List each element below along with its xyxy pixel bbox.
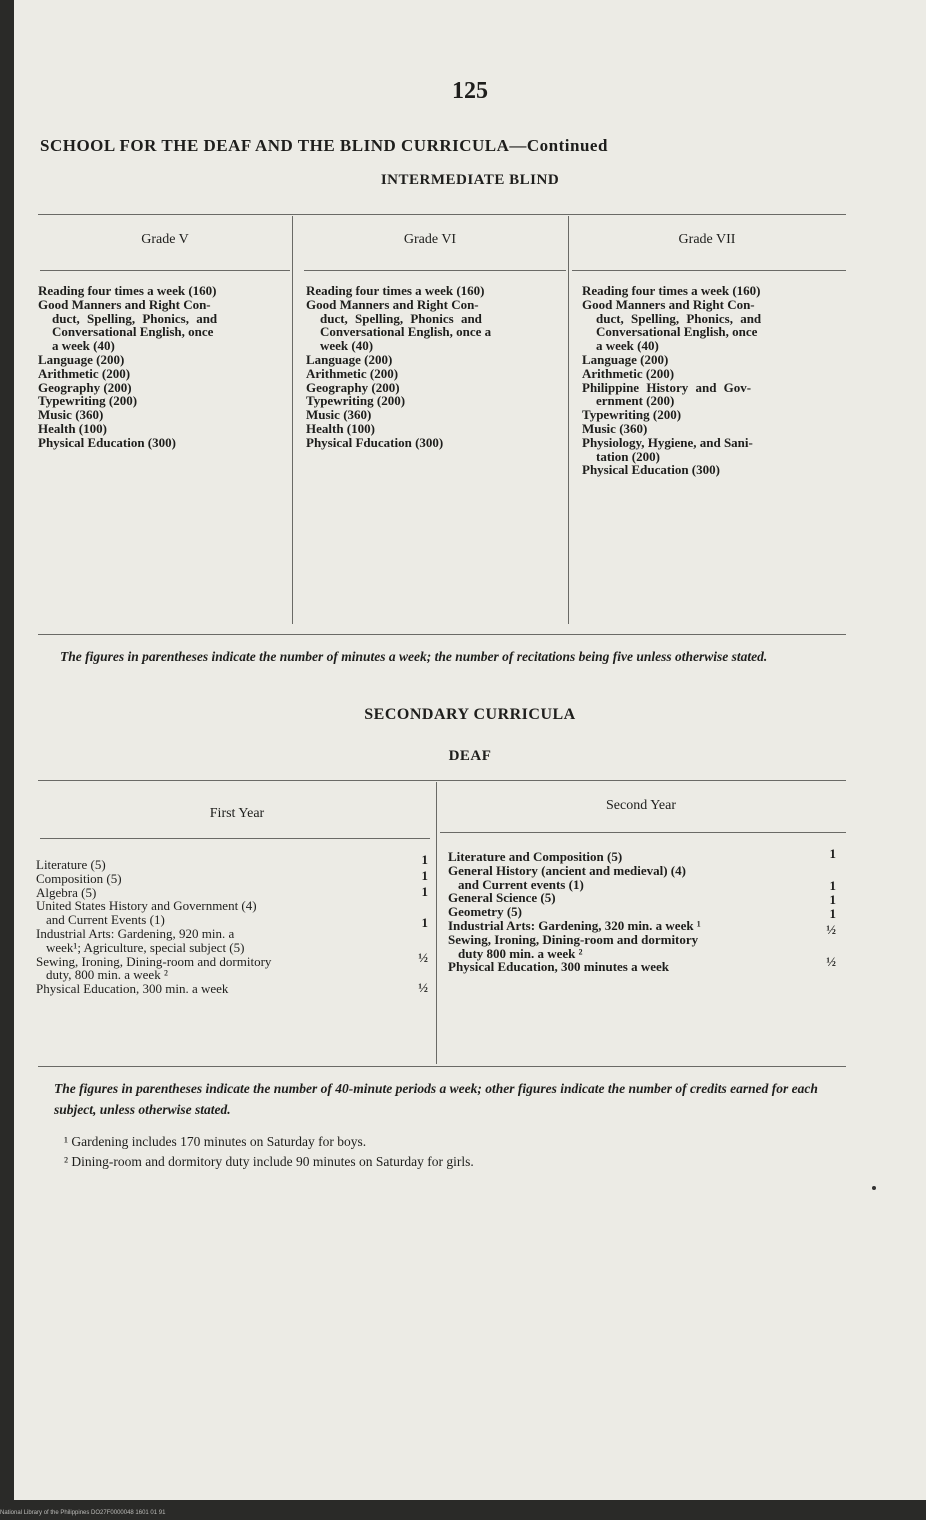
column-divider	[436, 782, 437, 1064]
secondary-note: The figures in parentheses indicate the number of 40-minute periods a week; other figures indicate the number of credits earned for each subject, unless otherwise stated.	[54, 1081, 818, 1117]
first-year-header: First Year	[209, 806, 265, 821]
list-item: Music (360)	[306, 407, 372, 423]
list-item: Geography (200)	[306, 379, 400, 395]
list-item: Literature (5)	[36, 857, 106, 872]
list-item: Music (360)	[582, 420, 648, 436]
grade-v-subjects	[38, 284, 217, 450]
list-item: Typewriting (200)	[38, 393, 138, 409]
list-item: Language (200)	[38, 351, 125, 367]
grade-vii-subjects	[582, 284, 761, 477]
list-item: General History (ancient and medieval) (4)	[448, 862, 686, 878]
column-divider	[568, 216, 569, 624]
footnote: ¹ Gardening includes 170 minutes on Saturday for boys.	[64, 1134, 367, 1149]
list-item: United States History and Government (4)	[36, 898, 257, 914]
list-item: Literature and Composition (5)	[448, 849, 623, 864]
list-item: a week (40)	[596, 338, 659, 354]
credit-value: ½	[826, 954, 836, 969]
table-top-rule	[38, 780, 846, 781]
list-item: Good Manners and Right Con-	[38, 296, 211, 312]
list-item: Geometry (5)	[448, 904, 522, 920]
list-item: ernment (200)	[596, 393, 675, 409]
list-item: Physical Education (300)	[582, 462, 720, 478]
list-item: Arithmetic (200)	[306, 365, 399, 381]
secondary-heading: SECONDARY CURRICULA	[364, 706, 576, 723]
list-item: Arithmetic (200)	[582, 365, 675, 381]
list-item: tation (200)	[596, 448, 660, 464]
first-year-subjects	[36, 858, 271, 996]
second-year-subjects	[448, 850, 701, 974]
grade-vii-header: Grade VII	[678, 232, 736, 247]
list-item: Physiology, Hygiene, and Sani-	[582, 434, 753, 450]
credit-value: 1	[829, 878, 836, 893]
header-rule	[40, 838, 430, 839]
list-item: Health (100)	[38, 420, 107, 436]
list-item: and Current events (1)	[458, 876, 584, 892]
list-item: a week (40)	[52, 338, 115, 354]
credit-value: 1	[829, 846, 836, 861]
credit-value: 1	[421, 868, 428, 883]
credit-value: ½	[826, 922, 836, 937]
table-bottom-rule	[38, 634, 846, 635]
list-item: Music (360)	[38, 407, 104, 423]
header-rule	[440, 832, 846, 833]
list-item: General Science (5)	[448, 890, 556, 906]
list-item: Physical Education, 300 min. a week	[36, 981, 229, 997]
credit-value: 1	[829, 906, 836, 921]
deaf-heading: DEAF	[448, 748, 492, 764]
list-item: Conversational English, once a	[320, 324, 492, 340]
credit-value: 1	[421, 915, 428, 930]
list-item: duct, Spelling, Phonics and	[320, 310, 482, 326]
list-item: Physical Education, 300 minutes a week	[448, 959, 670, 975]
list-item: Geography (200)	[38, 379, 132, 395]
credit-value: ½	[418, 980, 428, 995]
credit-value: ½	[418, 950, 428, 965]
list-item: Conversational English, once	[596, 324, 758, 340]
list-item: Language (200)	[306, 351, 393, 367]
list-item: duty 800 min. a week ²	[458, 945, 583, 961]
list-item: Physical Fducation (300)	[306, 434, 444, 450]
list-item: week¹; Agriculture, special subject (5)	[46, 939, 245, 955]
list-item: Conversational English, once	[52, 324, 214, 340]
list-item: week (40)	[320, 338, 374, 354]
list-item: Good Manners and Right Con-	[582, 296, 755, 312]
list-item: Industrial Arts: Gardening, 320 min. a week ¹	[448, 917, 701, 933]
credit-value: 1	[829, 892, 836, 907]
list-item: Reading four times a week (160)	[582, 283, 761, 298]
second-year-header: Second Year	[606, 798, 676, 813]
header-rule	[572, 270, 846, 271]
list-item: Algebra (5)	[36, 884, 97, 900]
list-item: duty, 800 min. a week ²	[46, 967, 168, 983]
list-item: Physical Education (300)	[38, 434, 176, 450]
list-item: Health (100)	[306, 420, 375, 436]
list-item: duct, Spelling, Phonics, and	[596, 310, 762, 326]
list-item: Typewriting (200)	[582, 407, 682, 423]
grade-vi-header: Grade VI	[403, 232, 457, 247]
intermediate-note: The figures in parentheses indicate the number of minutes a week; the number of recitations being five unless otherwise stated.	[60, 649, 768, 664]
header-rule	[40, 270, 290, 271]
list-item: and Current Events (1)	[46, 912, 165, 928]
footnote: ² Dining-room and dormitory duty include 90 minutes on Saturday for girls.	[64, 1154, 474, 1169]
list-item: Language (200)	[582, 351, 669, 367]
list-item: Philippine History and Gov-	[582, 379, 752, 395]
grade-vi-subjects	[306, 284, 491, 450]
credit-value: 1	[421, 884, 428, 899]
table-top-rule	[38, 214, 846, 215]
document-page	[14, 0, 926, 1500]
page-title: SCHOOL FOR THE DEAF AND THE BLIND CURRICULA—Continued	[40, 136, 608, 155]
list-item: Industrial Arts: Gardening, 920 min. a	[36, 925, 235, 941]
list-item: Reading four times a week (160)	[306, 283, 485, 298]
column-divider	[292, 216, 293, 624]
scan-speck	[872, 1186, 876, 1190]
list-item: Typewriting (200)	[306, 393, 406, 409]
list-item: Sewing, Ironing, Dining-room and dormitory	[448, 931, 699, 947]
table-bottom-rule	[38, 1066, 846, 1067]
header-rule	[304, 270, 566, 271]
grade-v-header: Grade V	[141, 232, 189, 247]
list-item: Arithmetic (200)	[38, 365, 131, 381]
intermediate-heading: INTERMEDIATE BLIND	[380, 172, 560, 188]
credit-value: 1	[421, 852, 428, 867]
list-item: duct, Spelling, Phonics, and	[52, 310, 218, 326]
list-item: Composition (5)	[36, 870, 122, 886]
page-number: 125	[452, 78, 488, 104]
list-item: Good Manners and Right Con-	[306, 296, 479, 312]
list-item: Reading four times a week (160)	[38, 283, 217, 298]
list-item: Sewing, Ironing, Dining-room and dormitory	[36, 953, 272, 969]
scan-label: National Library of the Philippines DO27F0000048 1601 01 91	[0, 1510, 166, 1516]
